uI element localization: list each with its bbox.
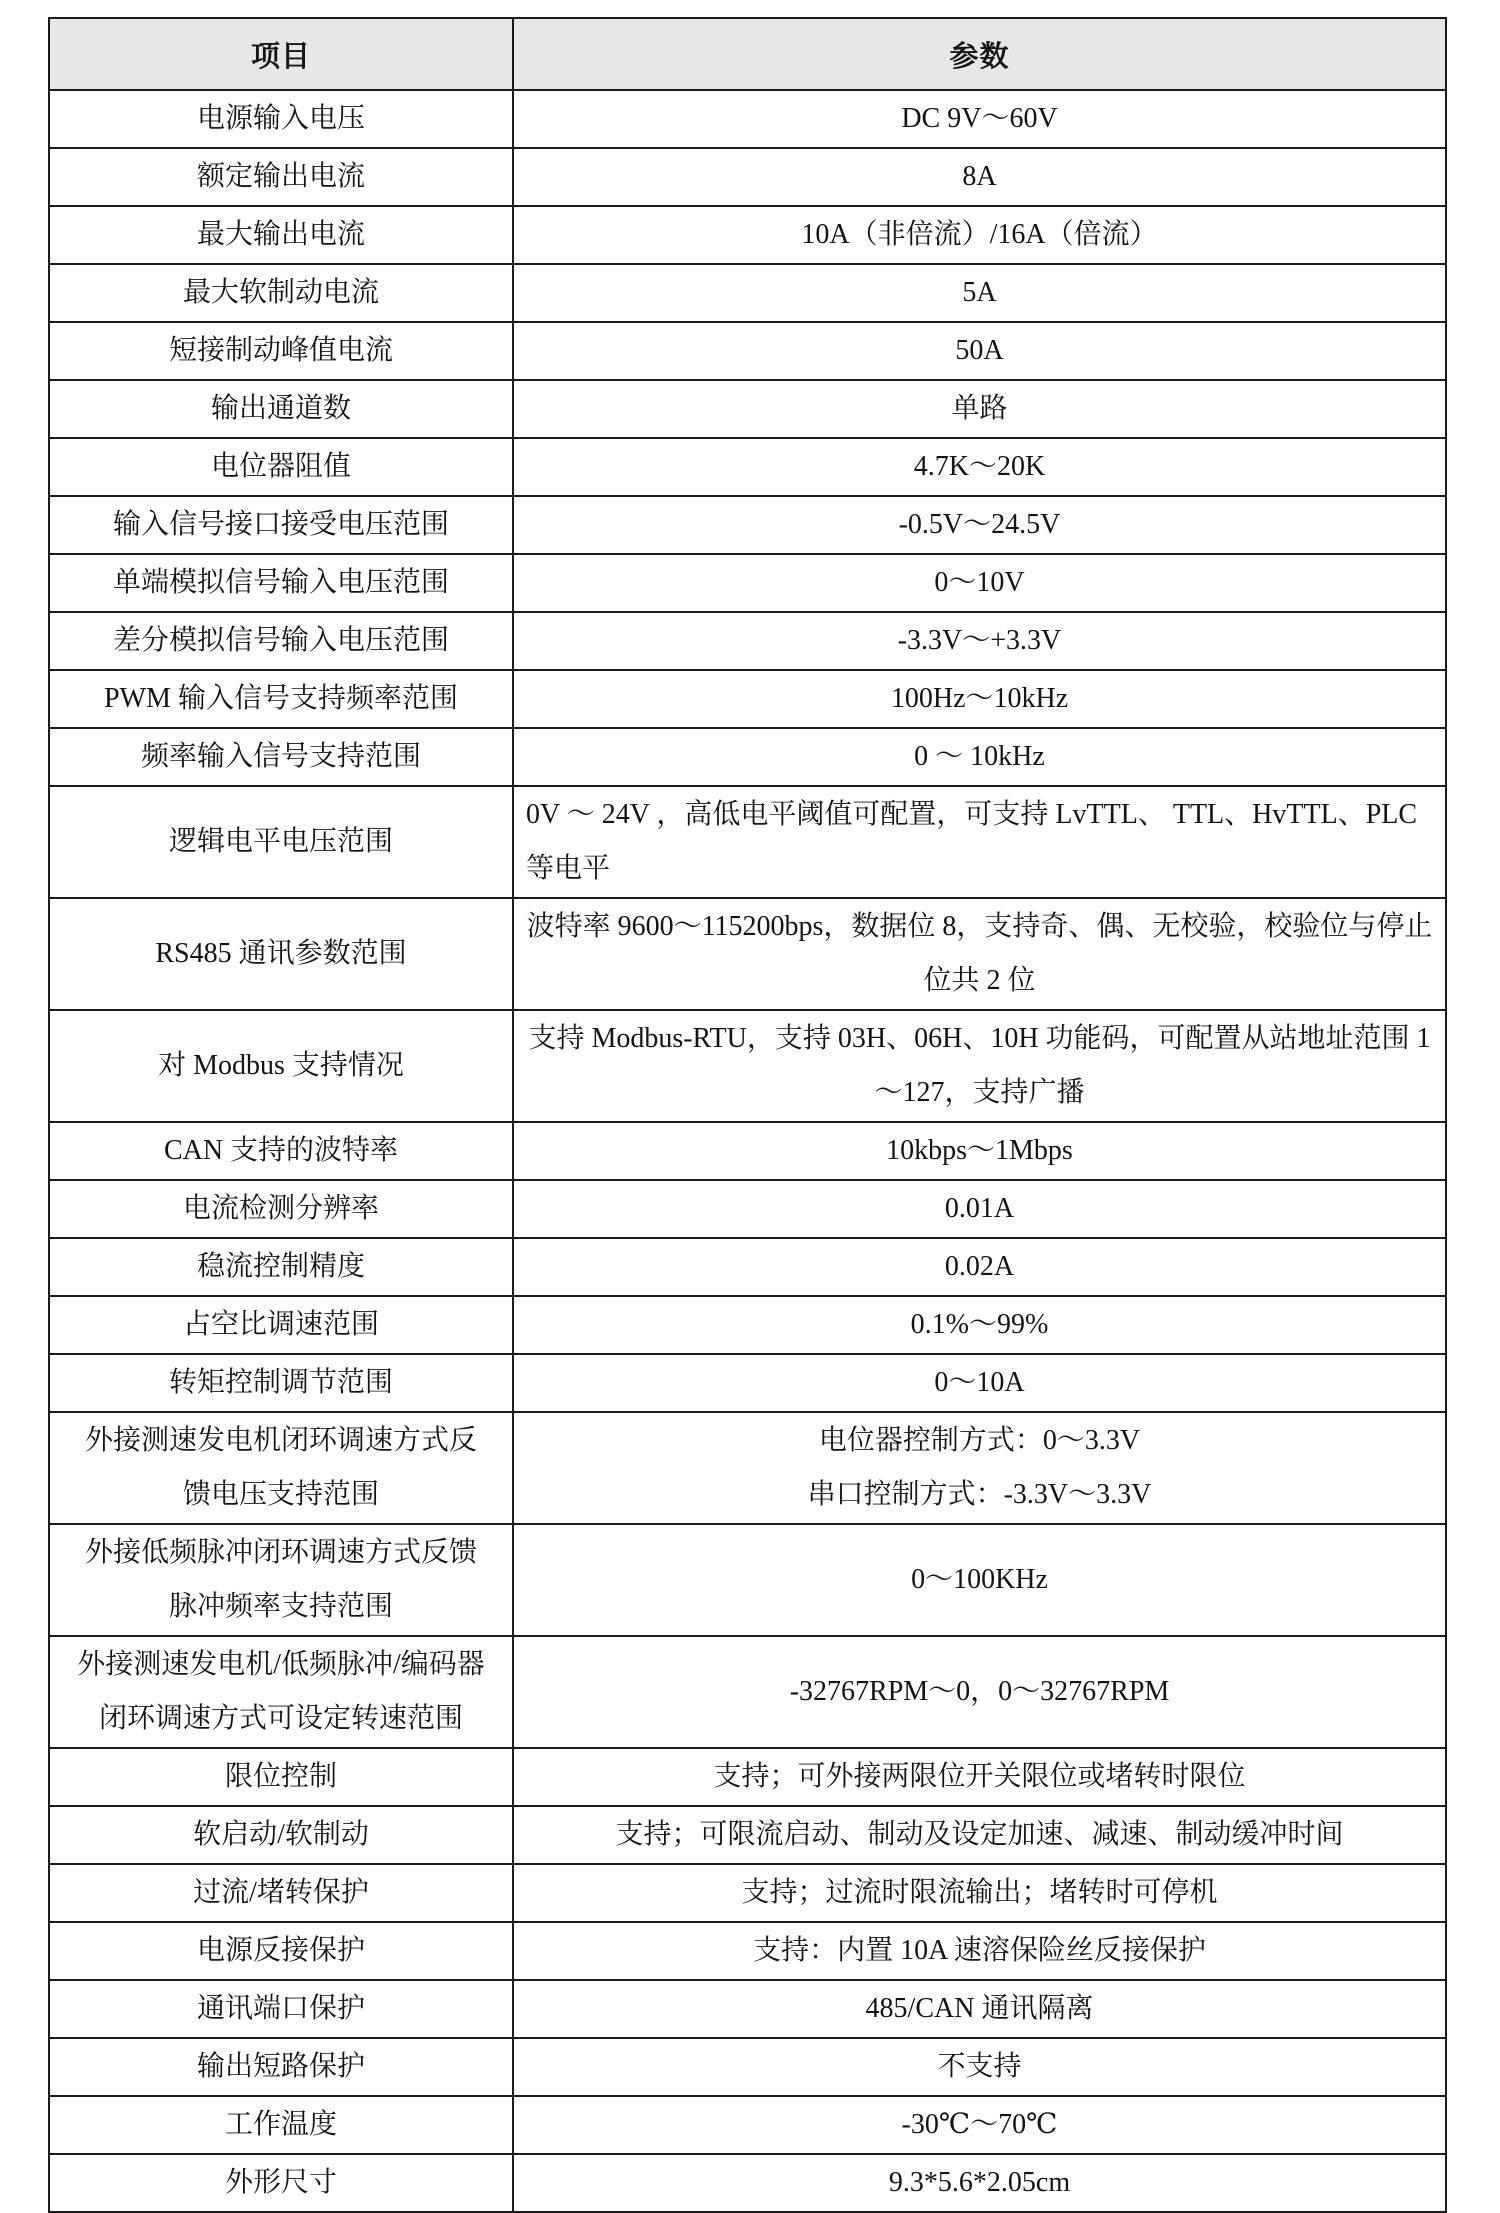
- item-cell: 最大输出电流: [49, 206, 513, 264]
- param-cell: 支持；可外接两限位开关限位或堵转时限位: [513, 1748, 1446, 1806]
- table-row: [49, 1180, 1446, 1238]
- param-cell: 50A: [513, 322, 1446, 380]
- param-cell: 100Hz～10kHz: [513, 670, 1446, 728]
- param-cell: 10A（非倍流）/16A（倍流）: [513, 206, 1446, 264]
- item-cell: 输出短路保护: [49, 2038, 513, 2096]
- table-row: [49, 2154, 1446, 2212]
- table-row: [49, 1524, 1446, 1636]
- param-cell: 0 ～ 10kHz: [513, 728, 1446, 786]
- item-cell: 输出通道数: [49, 380, 513, 438]
- table-row: [49, 206, 1446, 264]
- table-row: [49, 148, 1446, 206]
- table-row: [49, 898, 1446, 1010]
- param-cell: 支持：内置 10A 速溶保险丝反接保护: [513, 1922, 1446, 1980]
- item-cell: 电源输入电压: [49, 90, 513, 148]
- item-cell: 电源反接保护: [49, 1922, 513, 1980]
- item-cell: 转矩控制调节范围: [49, 1354, 513, 1412]
- table-row: [49, 786, 1446, 898]
- spec-table: [48, 17, 1447, 2213]
- table-row: [49, 380, 1446, 438]
- item-cell: 占空比调速范围: [49, 1296, 513, 1354]
- table-row: [49, 1354, 1446, 1412]
- item-cell: 对 Modbus 支持情况: [49, 1010, 513, 1122]
- param-cell: 8A: [513, 148, 1446, 206]
- item-cell: 单端模拟信号输入电压范围: [49, 554, 513, 612]
- table-row: [49, 2096, 1446, 2154]
- item-cell: 稳流控制精度: [49, 1238, 513, 1296]
- item-cell: 输入信号接口接受电压范围: [49, 496, 513, 554]
- param-line: 串口控制方式：-3.3V～3.3V: [807, 1479, 1152, 1510]
- param-cell: 9.3*5.6*2.05cm: [513, 2154, 1446, 2212]
- param-cell: 支持；可限流启动、制动及设定加速、减速、制动缓冲时间: [513, 1806, 1446, 1864]
- table-row: [49, 1238, 1446, 1296]
- param-cell: 0V ～ 24V ，高低电平阈值可配置，可支持 LvTTL、 TTL、HvTTL、PLC 等电平: [513, 786, 1446, 898]
- item-cell: 限位控制: [49, 1748, 513, 1806]
- param-cell: 5A: [513, 264, 1446, 322]
- table-row: [49, 90, 1446, 148]
- table-row: [49, 2038, 1446, 2096]
- item-cell: 短接制动峰值电流: [49, 322, 513, 380]
- table-row: [49, 1748, 1446, 1806]
- item-cell: CAN 支持的波特率: [49, 1122, 513, 1180]
- table-row: [49, 670, 1446, 728]
- table-row: [49, 496, 1446, 554]
- param-cell: 单路: [513, 380, 1446, 438]
- item-cell: 差分模拟信号输入电压范围: [49, 612, 513, 670]
- table-row: [49, 1636, 1446, 1748]
- item-cell: 过流/堵转保护: [49, 1864, 513, 1922]
- item-cell: 电流检测分辨率: [49, 1180, 513, 1238]
- table-row: [49, 1922, 1446, 1980]
- spec-table-body: [49, 90, 1446, 2212]
- table-row: [49, 1296, 1446, 1354]
- item-cell: 逻辑电平电压范围: [49, 786, 513, 898]
- param-cell: 4.7K～20K: [513, 438, 1446, 496]
- table-row: [49, 612, 1446, 670]
- param-cell: -0.5V～24.5V: [513, 496, 1446, 554]
- item-cell: 外接测速发电机闭环调速方式反馈电压支持范围: [49, 1412, 513, 1524]
- table-row: [49, 1412, 1446, 1524]
- param-cell: 0～10A: [513, 1354, 1446, 1412]
- param-cell: 0.02A: [513, 1238, 1446, 1296]
- item-cell: 额定输出电流: [49, 148, 513, 206]
- table-row: [49, 1864, 1446, 1922]
- item-cell: 外接测速发电机/低频脉冲/编码器闭环调速方式可设定转速范围: [49, 1636, 513, 1748]
- table-row: [49, 1122, 1446, 1180]
- param-cell: [513, 1412, 1446, 1524]
- item-cell: 电位器阻值: [49, 438, 513, 496]
- table-row: [49, 1980, 1446, 2038]
- param-cell: 0.1%～99%: [513, 1296, 1446, 1354]
- item-cell: 外形尺寸: [49, 2154, 513, 2212]
- table-row: [49, 554, 1446, 612]
- header-cell-param: 参数: [513, 18, 1446, 90]
- header-row: [49, 18, 1446, 90]
- param-cell: -32767RPM～0，0～32767RPM: [513, 1636, 1446, 1748]
- param-cell: 0～100KHz: [513, 1524, 1446, 1636]
- param-cell: -30℃～70℃: [513, 2096, 1446, 2154]
- param-cell: 波特率 9600～115200bps，数据位 8，支持奇、偶、无校验，校验位与停止位共 2 位: [513, 898, 1446, 1010]
- item-cell: 工作温度: [49, 2096, 513, 2154]
- param-line: 电位器控制方式：0～3.3V: [818, 1425, 1141, 1456]
- param-cell: 支持；过流时限流输出；堵转时可停机: [513, 1864, 1446, 1922]
- param-cell: 0.01A: [513, 1180, 1446, 1238]
- param-cell: 485/CAN 通讯隔离: [513, 1980, 1446, 2038]
- table-row: [49, 264, 1446, 322]
- item-cell: RS485 通讯参数范围: [49, 898, 513, 1010]
- param-cell: DC 9V～60V: [513, 90, 1446, 148]
- item-cell: 频率输入信号支持范围: [49, 728, 513, 786]
- table-row: [49, 438, 1446, 496]
- item-cell: 外接低频脉冲闭环调速方式反馈脉冲频率支持范围: [49, 1524, 513, 1636]
- param-cell: 0～10V: [513, 554, 1446, 612]
- table-row: [49, 322, 1446, 380]
- param-cell: 不支持: [513, 2038, 1446, 2096]
- item-cell: 通讯端口保护: [49, 1980, 513, 2038]
- table-row: [49, 728, 1446, 786]
- table-row: [49, 1806, 1446, 1864]
- table-row: [49, 1010, 1446, 1122]
- item-cell: 最大软制动电流: [49, 264, 513, 322]
- param-cell: 支持 Modbus-RTU，支持 03H、06H、10H 功能码，可配置从站地址范围 1～127，支持广播: [513, 1010, 1446, 1122]
- spec-table-container: [48, 17, 1445, 2213]
- param-cell: 10kbps～1Mbps: [513, 1122, 1446, 1180]
- item-cell: PWM 输入信号支持频率范围: [49, 670, 513, 728]
- param-cell: -3.3V～+3.3V: [513, 612, 1446, 670]
- header-cell-item: 项目: [49, 18, 513, 90]
- item-cell: 软启动/软制动: [49, 1806, 513, 1864]
